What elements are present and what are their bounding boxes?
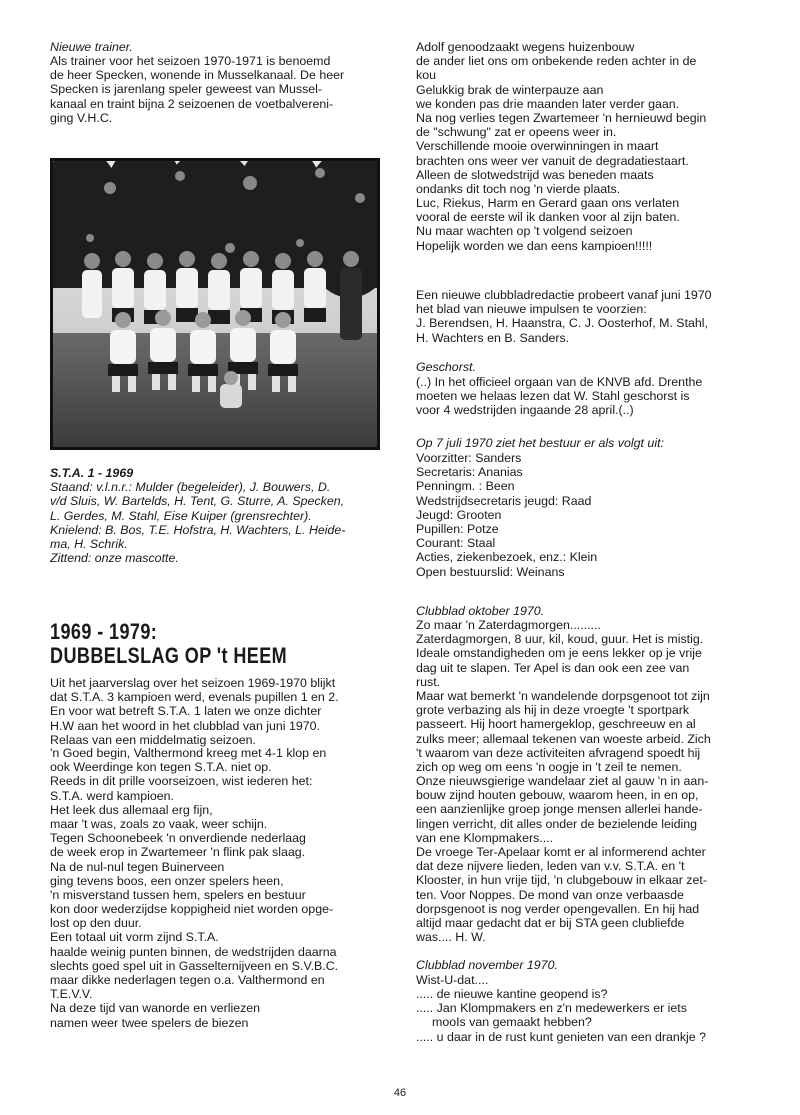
text-line: maar 't was, zoals zo vaak, weer schijn. [50, 816, 268, 831]
text-line: Open bestuurslid: Weinans [416, 564, 565, 579]
oktober-title: Clubblad oktober 1970. [416, 604, 545, 618]
text-line: Maar wat bemerkt 'n wandelende dorpsgenoot tot zijn [416, 688, 710, 703]
text-line: maar dikke nederlagen tegen o.a. Valthermond en [50, 973, 325, 987]
text-line: Alleen de slotwedstrijd was beneden maats [416, 167, 654, 182]
text-line: Wedstrijdsecretaris jeugd: Raad [416, 493, 592, 508]
text-line: Pupillen: Potze [416, 521, 499, 536]
text-line: ging V.H.C. [50, 110, 113, 125]
text-line: rust. [416, 674, 441, 689]
text-line: altijd maar gedacht dat er bij STA geen clubliefde [416, 915, 685, 930]
text-line: slechts goed spel uit in Gasselternijveen en S.V.B.C. [50, 958, 339, 973]
text-line: 'n Goed begin, Valthermond kreeg met 4-1 klop en [50, 746, 327, 760]
text-line: Reeds in dit prille voorseizoen, wist iederen het: [50, 774, 313, 789]
text-line: ten. Voor Noppes. De mond van onze verbaasde [416, 887, 684, 902]
november-title: Clubblad november 1970. [416, 958, 558, 972]
bestuur-title: Op 7 juli 1970 ziet het bestuur er als volgt uit: [416, 436, 664, 450]
text-line: de week erop in Zwartemeer 'n flink pak slaag. [50, 845, 306, 860]
text-line: Ideale omstandigheden om je eens lekker op je vrije [416, 646, 702, 661]
text-line: Voorzitter: Sanders [416, 451, 522, 465]
text-line: bouw zijnd houten gebouw, waarom heen, in en op, [416, 788, 699, 803]
text-line: het blad van nieuwe impulsen te voorzien: [416, 302, 647, 317]
text-line: de "schwung" zat er opeens weer in. [416, 125, 617, 140]
text-line: Het leek dus allemaal erg fijn, [50, 802, 213, 817]
heading-line-2: DUBBELSLAG OP 't HEEM [50, 643, 288, 668]
list-item: ..... Jan Klompmakers en z'n medewerkers er iets [416, 1001, 687, 1016]
text-line: S.T.A. werd kampioen. [50, 788, 174, 803]
text-line: Nu maar wachten op 't volgend seizoen [416, 224, 633, 239]
geschorst-title: Geschorst. [416, 360, 476, 374]
text-line: zich op weg om eens 'n oogje in 't zeil te nemen. [416, 759, 682, 774]
text-line: kon door wederzijdse koppigheid niet worden opge- [50, 902, 334, 917]
text-line: Luc, Riekus, Harm en Gerard gaan ons verlaten [416, 196, 680, 211]
list-item: ..... de nieuwe kantine geopend is? [416, 987, 608, 1001]
text-line: De vroege Ter-Apelaar komt er al informerend achter [416, 845, 706, 859]
intro-paragraph [50, 676, 388, 747]
text-line: (..) In het officieel orgaan van de KNVB afd. Drenthe [416, 375, 703, 389]
bestuur-list [416, 451, 778, 579]
text-line: Penningm. : Been [416, 479, 515, 494]
text-line: dat S.T.A. 3 kampioen werd, evenals pupillen 1 en 2. [50, 690, 339, 705]
text-line: dat deze nijvere lieden, leden van v.v. S.T.A. en 't [416, 859, 685, 874]
text-line: J. Berendsen, H. Haanstra, C. J. Oosterhof, M. Stahl, [416, 316, 708, 331]
november-list [416, 987, 778, 1044]
text-line: Zo maar 'n Zaterdagmorgen......... [416, 618, 601, 632]
trainer-paragraph [50, 54, 388, 125]
text-line: haalde weinig punten binnen, de wedstrijden daarna [50, 944, 337, 959]
text-line: Tegen Schoonebeek 'n onverdiende nederlaag [50, 831, 306, 846]
text-line: zulks meer; allemaal tekenen van woeste arbeid. Zich [416, 731, 711, 746]
text-line: Na nog verlies tegen Zwartemeer 'n hernieuwd begin [416, 110, 707, 125]
text-line: H.W aan het woord in het clubblad van juni 1970. [50, 718, 321, 733]
text-line: Na deze tijd van wanorde en verliezen [50, 1001, 261, 1016]
text-line: kanaal en traint bijna 2 seizoenen de voetbalvereni- [50, 96, 334, 111]
heading-line-1: 1969 - 1979: [50, 619, 158, 644]
text-line: Jeugd: Grooten [416, 507, 502, 522]
text-line: ging tevens boos, een onzer spelers heen, [50, 873, 284, 888]
page-number: 46 [393, 1087, 407, 1099]
text-line: Adolf genoodzaakt wegens huizenbouw [416, 40, 635, 54]
text-line: Specken is jarenlang speler geweest van Mussel- [50, 82, 323, 97]
team-photo [50, 158, 380, 450]
text-line: ma, H. Schrik. [50, 536, 128, 551]
text-line: Zittend: onze mascotte. [50, 551, 179, 566]
text-line: Onze nieuwsgierige wandelaar ziet al gauw 'n in aan- [416, 774, 709, 789]
text-line: ondanks dit toch nog 'n vierde plaats. [416, 181, 621, 196]
text-line: L. Gerdes, M. Stahl, Eise Kuiper (grensrechter). [50, 508, 312, 523]
caption-lines [50, 480, 388, 565]
text-line: 't waarom van deze activiteiten afvragend spoedt hij [416, 745, 701, 760]
text-line: was.... H. W. [416, 930, 486, 945]
text-line: voor 4 wedstrijden ingaande 28 april.(..) [416, 403, 634, 418]
november-intro: Wist-U-dat.... [416, 973, 489, 987]
text-line: dag uit te slapen. Ter Apel is dan ook een zee van [416, 660, 690, 675]
text-line: de ander liet ons om onbekende reden achter in de [416, 54, 697, 69]
oktober-paragraph [416, 618, 778, 944]
text-line: lost op den duur. [50, 916, 142, 931]
text-line: de heer Specken, wonende in Musselkanaal. De heer [50, 68, 345, 83]
text-line: Gelukkig brak de winterpauze aan [416, 82, 604, 97]
text-line: Klooster, in hun vrije tijd, 'n clubgebouw in elkaar zet- [416, 873, 707, 888]
text-line: Hopelijk worden we dan eens kampioen!!!!! [416, 238, 653, 253]
redactie-paragraph [416, 288, 778, 345]
text-line: kou [416, 68, 436, 83]
text-line: vooral de eerste wil ik danken voor al zijn baten. [416, 210, 680, 225]
text-line: moeten we helaas lezen dat W. Stahl geschorst is [416, 389, 690, 404]
list-item: ..... u daar in de rust kunt genieten van een drankje ? [416, 1029, 706, 1044]
text-line: Secretaris: Ananias [416, 465, 523, 480]
text-line: Een nieuwe clubbladredactie probeert vanaf juni 1970 [416, 288, 712, 302]
text-line: grote verbazing als hij in deze vroegte 't sportpark [416, 703, 690, 718]
text-line: dorpsgenoot is nog verder opengevallen. En hij had [416, 901, 700, 916]
section-heading [50, 620, 388, 668]
text-line: ook Weerdinge kon tegen S.T.A. niet op. [50, 760, 272, 775]
text-line: Zaterdagmorgen, 8 uur, kil, koud, guur. Het is mistig. [416, 632, 704, 647]
caption-title: S.T.A. 1 - 1969 [50, 466, 134, 480]
geschorst-paragraph [416, 375, 778, 418]
text-line: Verschillende mooie overwinningen in maart [416, 139, 659, 154]
text-line: namen weer twee spelers de biezen [50, 1015, 249, 1030]
text-line: v/d Sluis, W. Bartelds, H. Tent, G. Sturre, A. Specken, [50, 494, 345, 509]
text-line: T.E.V.V. [50, 987, 93, 1002]
text-line: brachten ons weer ver vanuit de degradatiestaart. [416, 153, 689, 168]
trainer-title: Nieuwe trainer. [50, 40, 133, 54]
text-line: Een totaal uit vorm zijnd S.T.A. [50, 930, 219, 945]
text-line: een aanzienlijke groep jonge mensen allerlei hande- [416, 802, 703, 817]
text-line: Acties, ziekenbezoek, enz.: Klein [416, 550, 598, 565]
text-line: Staand: v.l.n.r.: Mulder (begeleider), J. Bouwers, D. [50, 480, 331, 495]
text-line: H. Wachters en B. Sanders. [416, 330, 570, 345]
poem-paragraph [50, 746, 388, 1030]
team-photo-image [50, 158, 380, 450]
text-line: lingen verricht, dit alles onder de bezielende leiding [416, 816, 698, 831]
text-line: Na de nul-nul tegen Buinerveen [50, 859, 225, 874]
text-line: passeert. Hij hoort hamergeklop, geschreeuw en al [416, 717, 696, 732]
text-line: Courant: Staal [416, 536, 496, 551]
text-line: En voor wat betreft S.T.A. 1 laten we onze dichter [50, 704, 322, 719]
text-line: Uit het jaarverslag over het seizoen 1969-1970 blijkt [50, 676, 336, 690]
text-line: we konden pas drie maanden later verder gaan. [416, 96, 680, 111]
text-line: Relaas van een middelmatig seizoen. [50, 732, 256, 747]
text-line: Knielend: B. Bos, T.E. Hofstra, H. Wachters, L. Heide- [50, 522, 346, 537]
text-line: van ene Klompmakers.... [416, 830, 554, 845]
text-line: 'n misverstand tussen hem, spelers en bestuur [50, 887, 306, 902]
photo-caption [50, 466, 388, 565]
text-line: Als trainer voor het seizoen 1970-1971 is benoemd [50, 54, 331, 68]
list-item: mooIs van gemaakt hebben? [432, 1015, 592, 1030]
poem-continuation [416, 40, 778, 253]
